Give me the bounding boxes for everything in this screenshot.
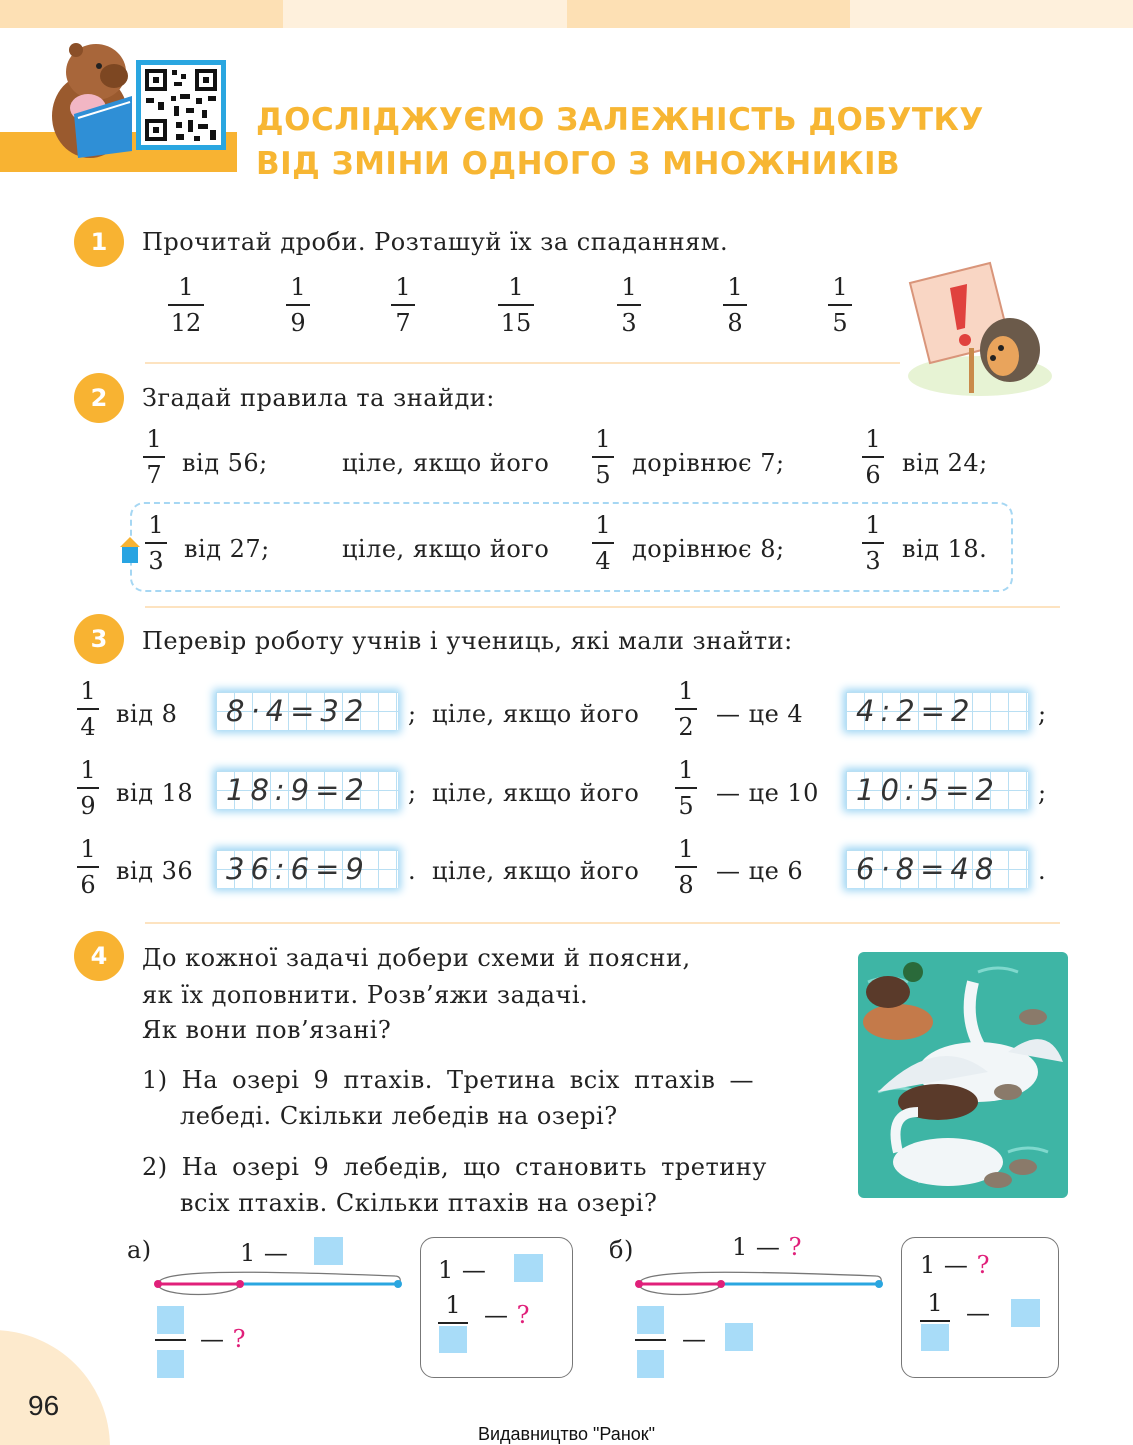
denominator: 5 bbox=[832, 308, 848, 337]
numerator: 1 bbox=[508, 273, 524, 301]
denominator: 7 bbox=[146, 460, 162, 489]
denominator: 9 bbox=[290, 308, 306, 337]
fraction bbox=[920, 1288, 950, 1351]
page-title-line2: ВІД ЗМІНИ ОДНОГО З МНОЖНИКІВ bbox=[256, 146, 901, 182]
task2-row1-d: від 24; bbox=[902, 449, 988, 477]
fraction-bar bbox=[635, 1339, 666, 1341]
denominator: 8 bbox=[678, 870, 694, 899]
task3-text: Перевір роботу учнів і учениць, які мали знайти: bbox=[142, 627, 793, 655]
fraction bbox=[592, 510, 614, 576]
page-number: 96 bbox=[28, 1390, 60, 1421]
answer-cell[interactable] bbox=[637, 1306, 664, 1334]
page-title bbox=[256, 98, 984, 186]
denominator: 6 bbox=[80, 870, 96, 899]
scheme-a-label: а) bbox=[127, 1236, 152, 1264]
qr-code-icon[interactable] bbox=[136, 60, 226, 150]
numerator: 1 bbox=[678, 677, 694, 705]
denominator: 3 bbox=[621, 308, 637, 337]
numerator: 1 bbox=[678, 756, 694, 784]
denominator: 5 bbox=[678, 791, 694, 820]
numerator: 1 bbox=[832, 273, 848, 301]
numerator: 1 bbox=[595, 511, 611, 539]
task3-row3-sep: . bbox=[408, 857, 417, 885]
dash: — bbox=[200, 1325, 225, 1353]
denominator: 9 bbox=[80, 791, 96, 820]
fraction bbox=[391, 272, 415, 338]
fraction bbox=[145, 510, 167, 576]
answer-cell[interactable] bbox=[921, 1324, 949, 1351]
divider bbox=[145, 922, 1060, 924]
task3-row1-end: ; bbox=[1038, 700, 1047, 728]
task1-text: Прочитай дроби. Розташуй їх за спаданням. bbox=[142, 228, 729, 256]
task3-row2-end: ; bbox=[1038, 779, 1047, 807]
numerator: 1 bbox=[290, 273, 306, 301]
numerator: 1 bbox=[178, 273, 194, 301]
dash: — bbox=[461, 1256, 487, 1284]
problem1-line2: лебеді. Скільки лебедів на озері? bbox=[180, 1102, 618, 1130]
box-a-line1 bbox=[438, 1256, 486, 1284]
task3-row2-c: — це 10 bbox=[716, 779, 819, 807]
dash: — bbox=[943, 1251, 969, 1279]
fraction bbox=[675, 834, 697, 900]
task4-line2: як їх доповнити. Розв’яжи задачі. bbox=[142, 981, 589, 1009]
fraction bbox=[77, 755, 99, 821]
denominator: 3 bbox=[148, 546, 164, 575]
student-answer: 18:9=2 bbox=[216, 771, 398, 809]
divider bbox=[145, 362, 900, 364]
top-band-3 bbox=[567, 0, 850, 28]
numerator: 1 bbox=[678, 835, 694, 863]
fraction bbox=[438, 1290, 468, 1353]
fraction bbox=[286, 272, 310, 338]
fraction bbox=[723, 272, 747, 338]
top-band-4 bbox=[850, 0, 1133, 28]
task2-row2-b: ціле, якщо його bbox=[342, 535, 550, 563]
fraction bbox=[143, 424, 165, 490]
hedgehog-exclamation-illustration bbox=[905, 258, 1055, 398]
fraction bbox=[168, 272, 204, 338]
box-b-line2: — bbox=[966, 1299, 991, 1327]
problem1-line1: 1) На озері 9 птахів. Третина всіх птахів — bbox=[142, 1066, 755, 1094]
student-answer: 4:2=2 bbox=[846, 692, 1028, 730]
task2-row1-a: від 56; bbox=[182, 449, 268, 477]
fraction-bar bbox=[155, 1339, 186, 1341]
task3-row3-end: . bbox=[1038, 857, 1047, 885]
task4-line3: Як вони пов’язані? bbox=[142, 1016, 392, 1044]
task2-row2-a: від 27; bbox=[184, 535, 270, 563]
task3-row1-a: від 8 bbox=[116, 700, 178, 728]
one-label: 1 bbox=[438, 1256, 454, 1284]
numerator: 1 bbox=[727, 273, 743, 301]
numerator: 1 bbox=[865, 511, 881, 539]
student-answer: 36:6=9 bbox=[216, 850, 398, 888]
box-b-line1 bbox=[920, 1251, 990, 1279]
divider bbox=[145, 606, 1060, 608]
fraction bbox=[862, 424, 884, 490]
numerator: 1 bbox=[445, 1291, 461, 1319]
task2-row2-c: дорівнює 8; bbox=[632, 535, 785, 563]
task2-row2-d: від 18. bbox=[902, 535, 988, 563]
capybara-reading-illustration bbox=[44, 36, 136, 161]
numerator: 1 bbox=[865, 425, 881, 453]
problem2-line2: всіх птахів. Скільки птахів на озері? bbox=[180, 1189, 658, 1217]
numerator: 1 bbox=[621, 273, 637, 301]
fraction bbox=[675, 755, 697, 821]
denominator: 2 bbox=[678, 712, 694, 741]
numerator: 1 bbox=[148, 511, 164, 539]
task4-line1: До кожної задачі добери схеми й поясни, bbox=[142, 944, 691, 972]
scheme-b-part: — bbox=[682, 1325, 707, 1353]
denominator: 3 bbox=[865, 546, 881, 575]
answer-cell[interactable] bbox=[157, 1350, 184, 1378]
task3-row1-sep: ; bbox=[408, 700, 417, 728]
fraction bbox=[77, 676, 99, 742]
segment-scheme-b bbox=[631, 1262, 887, 1302]
scheme-b-label: б) bbox=[609, 1236, 634, 1264]
scheme-b-whole bbox=[732, 1233, 802, 1261]
house-marker-icon bbox=[119, 535, 141, 565]
problem2-line1: 2) На озері 9 лебедів, що становить третину bbox=[142, 1153, 767, 1181]
task-number-3: 3 bbox=[74, 614, 124, 664]
student-answer: 6·8=48 bbox=[846, 850, 1028, 888]
denominator: 4 bbox=[80, 712, 96, 741]
answer-cell[interactable] bbox=[157, 1306, 184, 1334]
task3-row3-c: — це 6 bbox=[716, 857, 804, 885]
answer-cell[interactable] bbox=[314, 1237, 343, 1265]
task3-row2-sep: ; bbox=[408, 779, 417, 807]
task3-row2-a: від 18 bbox=[116, 779, 194, 807]
task-number-2: 2 bbox=[74, 373, 124, 423]
fraction bbox=[675, 676, 697, 742]
numerator: 1 bbox=[80, 756, 96, 784]
numerator: 1 bbox=[395, 273, 411, 301]
dash: — bbox=[484, 1301, 509, 1329]
publisher: Видавництво "Ранок" bbox=[477, 1424, 656, 1444]
student-answer: 8·4=32 bbox=[216, 692, 398, 730]
denominator: 5 bbox=[595, 460, 611, 489]
one-label: 1 bbox=[920, 1251, 936, 1279]
fraction bbox=[77, 834, 99, 900]
denominator: 12 bbox=[170, 308, 202, 337]
task2-text: Згадай правила та знайди: bbox=[142, 384, 495, 412]
task3-row1-c: — це 4 bbox=[716, 700, 804, 728]
denominator: 8 bbox=[727, 308, 743, 337]
question-mark: ? bbox=[232, 1325, 247, 1353]
dash: — bbox=[755, 1233, 781, 1261]
answer-cell[interactable] bbox=[439, 1326, 467, 1353]
question-mark: ? bbox=[516, 1301, 531, 1329]
dash: — bbox=[263, 1239, 289, 1267]
swans-ducks-lake-illustration bbox=[858, 952, 1068, 1198]
scheme-a-part bbox=[200, 1325, 246, 1353]
numerator: 1 bbox=[595, 425, 611, 453]
denominator: 15 bbox=[500, 308, 532, 337]
task-number-1: 1 bbox=[74, 217, 124, 267]
question-mark: ? bbox=[788, 1233, 802, 1261]
fraction bbox=[592, 424, 614, 490]
task3-row1-b: ціле, якщо його bbox=[432, 700, 640, 728]
task2-row1-b: ціле, якщо його bbox=[342, 449, 550, 477]
task3-row2-b: ціле, якщо його bbox=[432, 779, 640, 807]
fraction bbox=[862, 510, 884, 576]
numerator: 1 bbox=[80, 835, 96, 863]
denominator: 6 bbox=[865, 460, 881, 489]
fraction bbox=[828, 272, 852, 338]
denominator: 7 bbox=[395, 308, 411, 337]
numerator: 1 bbox=[80, 677, 96, 705]
segment-scheme-a bbox=[150, 1262, 406, 1302]
one-label: 1 bbox=[240, 1239, 256, 1267]
task3-row3-a: від 36 bbox=[116, 857, 194, 885]
top-band-2 bbox=[283, 0, 567, 28]
task3-row3-b: ціле, якщо його bbox=[432, 857, 640, 885]
answer-cell[interactable] bbox=[725, 1323, 753, 1351]
top-band-1 bbox=[0, 0, 283, 28]
box-a-line2 bbox=[484, 1301, 530, 1329]
page-title-line1: ДОСЛІДЖУЄМО ЗАЛЕЖНІСТЬ ДОБУТКУ bbox=[256, 102, 984, 138]
task-number-4: 4 bbox=[74, 931, 124, 981]
one-label: 1 bbox=[732, 1233, 748, 1261]
denominator: 4 bbox=[595, 546, 611, 575]
answer-cell[interactable] bbox=[1011, 1299, 1040, 1327]
answer-cell[interactable] bbox=[514, 1254, 543, 1282]
task2-row1-c: дорівнює 7; bbox=[632, 449, 785, 477]
answer-cell[interactable] bbox=[637, 1350, 664, 1378]
numerator: 1 bbox=[927, 1289, 943, 1317]
fraction bbox=[617, 272, 641, 338]
student-answer: 10:5=2 bbox=[846, 771, 1028, 809]
fraction bbox=[498, 272, 534, 338]
numerator: 1 bbox=[146, 425, 162, 453]
question-mark: ? bbox=[976, 1251, 990, 1279]
